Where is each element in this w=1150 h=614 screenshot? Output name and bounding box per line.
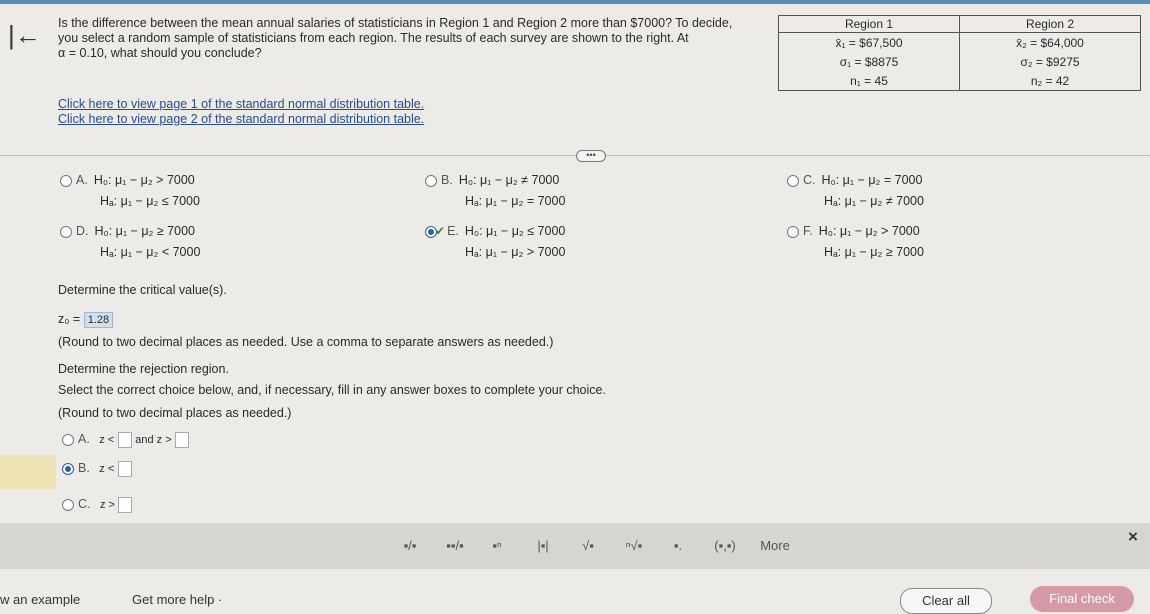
rejection-choice-c[interactable]: [62, 494, 132, 516]
table-cell: n₁ = 45: [779, 71, 960, 91]
question-line-3: α = 0.10, what should you conclude?: [58, 46, 262, 60]
answer-box[interactable]: [118, 432, 132, 448]
math-toolbar: [0, 523, 1150, 569]
rejection-instruction: Select the correct choice below, and, if necessary, fill in any answer boxes to complete your choice.: [58, 383, 606, 397]
rejection-note: (Round to two decimal places as needed.): [58, 406, 292, 420]
clear-all-button[interactable]: Clear all: [900, 588, 992, 614]
normal-table-page2-link[interactable]: Click here to view page 2 of the standard normal distribution table.: [58, 112, 425, 126]
exponent-tool-icon[interactable]: ▪ⁿ: [492, 538, 502, 553]
critical-prompt: Determine the critical value(s).: [58, 283, 227, 297]
hypothesis-option-c[interactable]: [787, 170, 924, 212]
mixed-number-tool-icon[interactable]: ▪▪/▪: [446, 538, 464, 553]
option-ha: Hₐ: μ₁ − μ₂ > 7000: [465, 245, 566, 259]
option-letter: B.: [441, 173, 453, 187]
decimal-tool-icon[interactable]: ▪.: [673, 538, 683, 553]
option-letter: C.: [803, 173, 816, 187]
option-letter: E.: [447, 224, 459, 238]
choice-text: z <: [99, 434, 115, 446]
fraction-tool-icon[interactable]: ▪/▪: [403, 538, 417, 553]
rejection-prompt: Determine the rejection region.: [58, 362, 229, 376]
option-h0: H₀: μ₁ − μ₂ > 7000: [93, 173, 195, 187]
table-cell: σ₂ = $9275: [960, 52, 1141, 71]
option-h0: H₀: μ₁ − μ₂ = 7000: [821, 173, 923, 187]
option-letter: D.: [76, 224, 89, 238]
ordered-pair-tool-icon[interactable]: (▪,▪): [714, 538, 736, 553]
hypothesis-option-e[interactable]: [425, 221, 565, 263]
option-h0: H₀: μ₁ − μ₂ ≤ 7000: [464, 224, 566, 238]
view-example-link[interactable]: w an example: [0, 592, 81, 607]
radio-icon[interactable]: [62, 499, 74, 511]
choice-text-and: and z >: [135, 434, 172, 446]
rejection-choice-b[interactable]: [62, 458, 132, 480]
radio-icon[interactable]: [787, 175, 799, 187]
radio-icon[interactable]: [60, 226, 72, 238]
option-ha: Hₐ: μ₁ − μ₂ < 7000: [100, 245, 201, 259]
option-h0: H₀: μ₁ − μ₂ > 7000: [818, 224, 920, 238]
table-cell: n₂ = 42: [960, 71, 1141, 91]
back-arrow-icon[interactable]: |←: [8, 20, 41, 50]
more-tools-button[interactable]: More: [760, 538, 790, 553]
final-check-button[interactable]: Final check: [1030, 586, 1134, 612]
answer-box[interactable]: [118, 497, 132, 513]
critical-value-row: [58, 312, 113, 328]
radio-icon[interactable]: [60, 175, 72, 187]
hypothesis-option-f[interactable]: [787, 221, 924, 263]
radio-icon[interactable]: [787, 226, 799, 238]
section-divider: [0, 155, 1150, 156]
table-header-region-1: Region 1: [779, 16, 960, 33]
hypothesis-option-d[interactable]: [60, 221, 200, 263]
table-cell: σ₁ = $8875: [779, 52, 960, 71]
question-line-1: Is the difference between the mean annual salaries of statisticians in Region 1 and Region 2 more than $7000? To decide,: [58, 16, 733, 30]
get-more-help-link[interactable]: Get more help ·: [132, 592, 223, 607]
table-cell: x̄₂ = $64,000: [960, 33, 1141, 53]
hypothesis-option-a[interactable]: [60, 170, 200, 212]
rejection-choice-a[interactable]: [62, 429, 189, 451]
absolute-value-tool-icon[interactable]: |▪|: [537, 538, 549, 553]
answer-box[interactable]: [118, 461, 132, 477]
top-accent-bar: [0, 0, 1150, 4]
critical-note: (Round to two decimal places as needed. Use a comma to separate answers as needed.): [58, 335, 554, 349]
option-letter: F.: [803, 224, 813, 238]
choice-letter: B.: [78, 461, 90, 475]
option-ha: Hₐ: μ₁ − μ₂ = 7000: [465, 194, 566, 208]
choice-letter: A.: [78, 432, 90, 446]
expand-dots-button[interactable]: •••: [576, 150, 606, 162]
data-table: [778, 15, 1141, 91]
radio-icon[interactable]: [425, 175, 437, 187]
hypothesis-option-b[interactable]: [425, 170, 565, 212]
close-icon[interactable]: ×: [1128, 527, 1138, 546]
checkmark-icon: ✔: [435, 224, 446, 238]
nth-root-tool-icon[interactable]: ⁿ√▪: [625, 538, 643, 553]
question-line-2: you select a random sample of statisticians from each region. The results of each survey are shown to the right. At: [58, 31, 689, 45]
option-ha: Hₐ: μ₁ − μ₂ ≤ 7000: [100, 194, 200, 208]
choice-letter: C.: [78, 497, 91, 511]
critical-value-input[interactable]: 1.28: [84, 312, 113, 328]
current-part-indicator: [0, 455, 56, 489]
choice-text: z >: [99, 499, 115, 511]
answer-box[interactable]: [175, 432, 189, 448]
square-root-tool-icon[interactable]: √▪: [582, 538, 594, 553]
radio-selected-icon[interactable]: [62, 463, 74, 475]
option-ha: Hₐ: μ₁ − μ₂ ≠ 7000: [824, 194, 924, 208]
table-header-region-2: Region 2: [960, 16, 1141, 33]
option-letter: A.: [76, 173, 88, 187]
option-ha: Hₐ: μ₁ − μ₂ ≥ 7000: [824, 245, 924, 259]
question-text: [58, 16, 758, 61]
critical-label: z₀ =: [58, 312, 81, 326]
radio-icon[interactable]: [62, 434, 74, 446]
normal-table-page1-link[interactable]: Click here to view page 1 of the standard normal distribution table.: [58, 97, 425, 111]
option-h0: H₀: μ₁ − μ₂ ≥ 7000: [94, 224, 195, 238]
option-h0: H₀: μ₁ − μ₂ ≠ 7000: [458, 173, 560, 187]
table-cell: x̄₁ = $67,500: [779, 33, 960, 53]
choice-text: z <: [99, 463, 115, 475]
